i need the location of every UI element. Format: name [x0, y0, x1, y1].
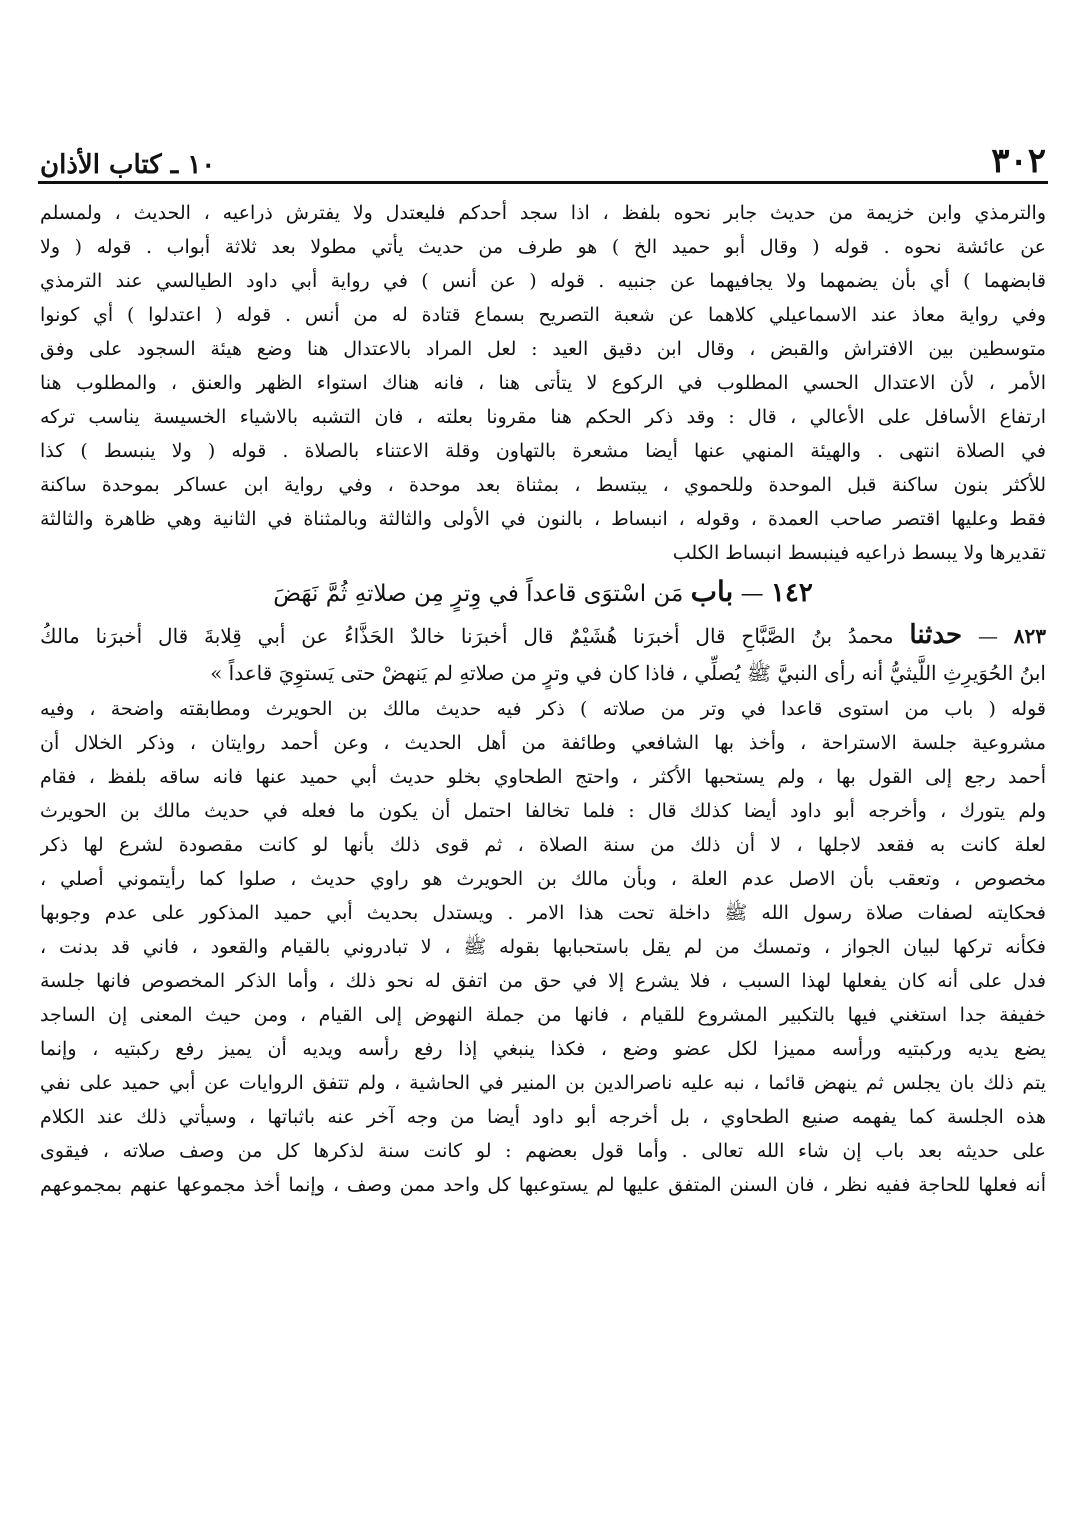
text-line: وفي رواية معاذ عند الاسماعيلي كلاهما عن شعبة التصريح بسماع قتادة له من أنس . قوله ( اعتدلوا ) أي كونوا [40, 304, 1046, 326]
commentary-section [40, 196, 1046, 570]
text-line: والترمذي وابن خزيمة من حديث جابر نحوه بلفظ ، اذا سجد أحدكم فليعتدل ولا يفترش ذراعيه ، الحديث ، ولمسلم [40, 202, 1046, 224]
hadith-section [40, 616, 1046, 692]
text-line: أنه فعلها للحاجة ففيه نظر ، فان السنن المتفق عليها لم يستوعبها كل واحد ممن وصف ، وإنما أخذ مجموعها عنهم بمجموعهم [40, 1174, 1046, 1196]
text-line: متوسطين بين الافتراش والقبض ، وقال ابن دقيق العيد : لعل المراد بالاعتدال هنا وضع هيئة السجود على وفق [40, 338, 1046, 360]
chapter-label: باب [690, 575, 734, 608]
text-line: للأكثر بنون ساكنة قبل الموحدة وللحموي ، يبتسط ، بمثناة بعد موحدة ، وفي رواية ابن عساكر بموحدة ساكنة [40, 474, 1046, 496]
text-line: لعلة كانت به فقعد لاجلها ، لا أن ذلك من سنة الصلاة ، ثم قوى ذلك بأنها لو كانت مقصودة لشرع لها ذكر [40, 834, 1046, 856]
text-line: قابضهما ) أي بأن يضمهما ولا يجافيهما عن جنبيه . قوله ( عن أنس ) في رواية أبي داود الطيالسي عند الترمذي [40, 270, 1046, 292]
hadith-text: محمدُ بنُ الصَّبَّاحِ قال أخبرَنا هُشَيْمٌ قال أخبرَنا خالدٌ الحَذَّاءُ عن أبي قِلابةَ قال أخبرَنا مالكُ [40, 624, 894, 648]
text-line: هذه الجلسة كما يفهمه صنيع الطحاوي ، بل أخرجه أبو داود أيضا من وجه آخر عنه باثباتها ، وسيأتي ذلك عند الكلام [40, 1106, 1046, 1128]
text-line: الأمر ، لأن الاعتدال الحسي المطلوب في الركوع لا يتأتى هنا ، فانه هناك استواء الظهر والعنق ، والمطلوب هنا [40, 372, 1046, 394]
text-line: ولم يتورك ، وأخرجه أبو داود أيضا كذلك قال : فلما تخالفا احتمل أن يكون ما فعله في حديث مالك بن الحويرث [40, 800, 1046, 822]
text-line: قوله ( باب من استوى قاعدا في وتر من صلاته ) ذكر فيه حديث مالك بن الحويرث ومطابقته واضحة ، وفيه [40, 698, 1046, 720]
text-line: فحكايته لصفات صلاة رسول الله ﷺ داخلة تحت هذا الامر . ويستدل بحديث أبي حميد المذكور على عدم وجوبها [40, 902, 1046, 924]
text-line: فدل على أنه كان يفعلها لهذا السبب ، فلا يشرع إلا في حق من اتفق له نحو ذلك ، وأما الذكر المخصوص فانها جلسة [40, 970, 1046, 992]
hadith-line: ابنُ الحُوَيرِثِ اللَّيثيُّ أنه رأى النبيَّ ﷺ يُصلِّي ، فاذا كان في وترٍ من صلاتهِ لم يَنهضْ حتى يَستوِيَ قاعداً » [210, 661, 1046, 685]
hadith-line: ٨٢٣ — حدثنا محمدُ بنُ الصَّبَّاحِ قال أخبرَنا هُشَيْمٌ قال أخبرَنا خالدٌ الحَذَّاءُ عن أبي قِلابةَ قال أخبرَنا مالكُ [40, 620, 1046, 650]
text-line: تقديرها ولا يبسط ذراعيه فينبسط انبساط الكلب [672, 542, 1046, 564]
hadith-number: ٨٢٣ [1013, 624, 1046, 648]
page-number: ٣٠٢ [991, 141, 1046, 181]
text-line: عن عائشة نحوه . قوله ( وقال أبو حميد الخ ) هو طرف من حديث يأتي مطولا بعد ثلاثة أبواب . قوله ( ولا [40, 236, 1046, 258]
chapter-number: ١٤٢ [770, 578, 813, 608]
text-line: فقط وعليها اقتصر صاحب العمدة ، وقوله ، انبساط ، بالنون في الأولى والثالثة وبالمثناة في الثانية وهي ظاهرة والثالثة [40, 508, 1046, 530]
text-line: خفيفة جدا استغني فيها بالتكبير المشروع للقيام ، فانها من جملة النهوض إلى القيام ، ومن حيث المعنى إن الساجد [40, 1004, 1046, 1026]
text-line: يضع يديه وركبتيه ورأسه مميزا لكل عضو وضع ، فكذا ينبغي إذا رفع رأسه ويديه أن يميز رفع ركبتيه ، وإنما [40, 1038, 1046, 1060]
hadith-opening: حدثنا [909, 620, 963, 650]
text-line: مشروعية جلسة الاستراحة ، وأخذ بها الشافعي وطائفة من أهل الحديث ، وعن أحمد روايتان ، وذكر الخلال أن [40, 732, 1046, 754]
commentary-section-2 [40, 692, 1046, 1202]
text-line: على حديثه بعد باب إن شاء الله تعالى . وأما قول بعضهم : لو كانت سنة لذكرها كل من وصف صلاته ، فيقوى [40, 1140, 1046, 1162]
page-header [40, 128, 1046, 181]
header-rule [38, 181, 1048, 184]
page-body [40, 196, 1046, 1498]
text-line: ارتفاع الأسافل على الأعالي ، قال : وقد ذكر الحكم هنا مقرونا بعلته ، فان التشبه بالاشياء الخسيسة يناسب تركه [40, 406, 1046, 428]
text-line: مخصوص ، وتعقب بأن الاصل عدم العلة ، وبأن مالك بن الحويرث هو راوي حديث ، صلوا كما رأيتموني أصلي ، [40, 868, 1046, 890]
chapter-title: مَن اسْتوَى قاعداً في وِترٍ مِن صلاتهِ ثُمَّ نَهَضَ [273, 581, 684, 607]
text-line: في الصلاة انتهى . والهيئة المنهي عنها أيضا مشعرة بالتهاون وقلة الاعتناء بالصلاة . قوله ( ولا ينبسط ) كذا [40, 440, 1046, 462]
chapter-heading: ١٤٢ — باب مَن اسْتوَى قاعداً في وِترٍ مِن صلاتهِ ثُمَّ نَهَضَ [273, 575, 813, 608]
text-line: يتم ذلك بان يجلس ثم ينهض قائما ، نبه عليه ناصرالدين بن المنير في الحاشية ، ولم تتفق الروايات عن أبي حميد على نفي [40, 1072, 1046, 1094]
book-title: ١٠ ـ كتاب الأذان [40, 150, 216, 180]
text-line: أحمد رجع إلى القول بها ، ولم يستحبها الأكثر ، واحتج الطحاوي بخلو حديث أبي حميد عنها فانه ساقه بلفظ ، فقام [40, 766, 1046, 788]
text-line: فكأنه تركها لبيان الجواز ، وتمسك من لم يقل باستحبابها بقوله ﷺ ، لا تبادروني بالقيام والقعود ، فاني قد بدنت ، [40, 936, 1046, 958]
